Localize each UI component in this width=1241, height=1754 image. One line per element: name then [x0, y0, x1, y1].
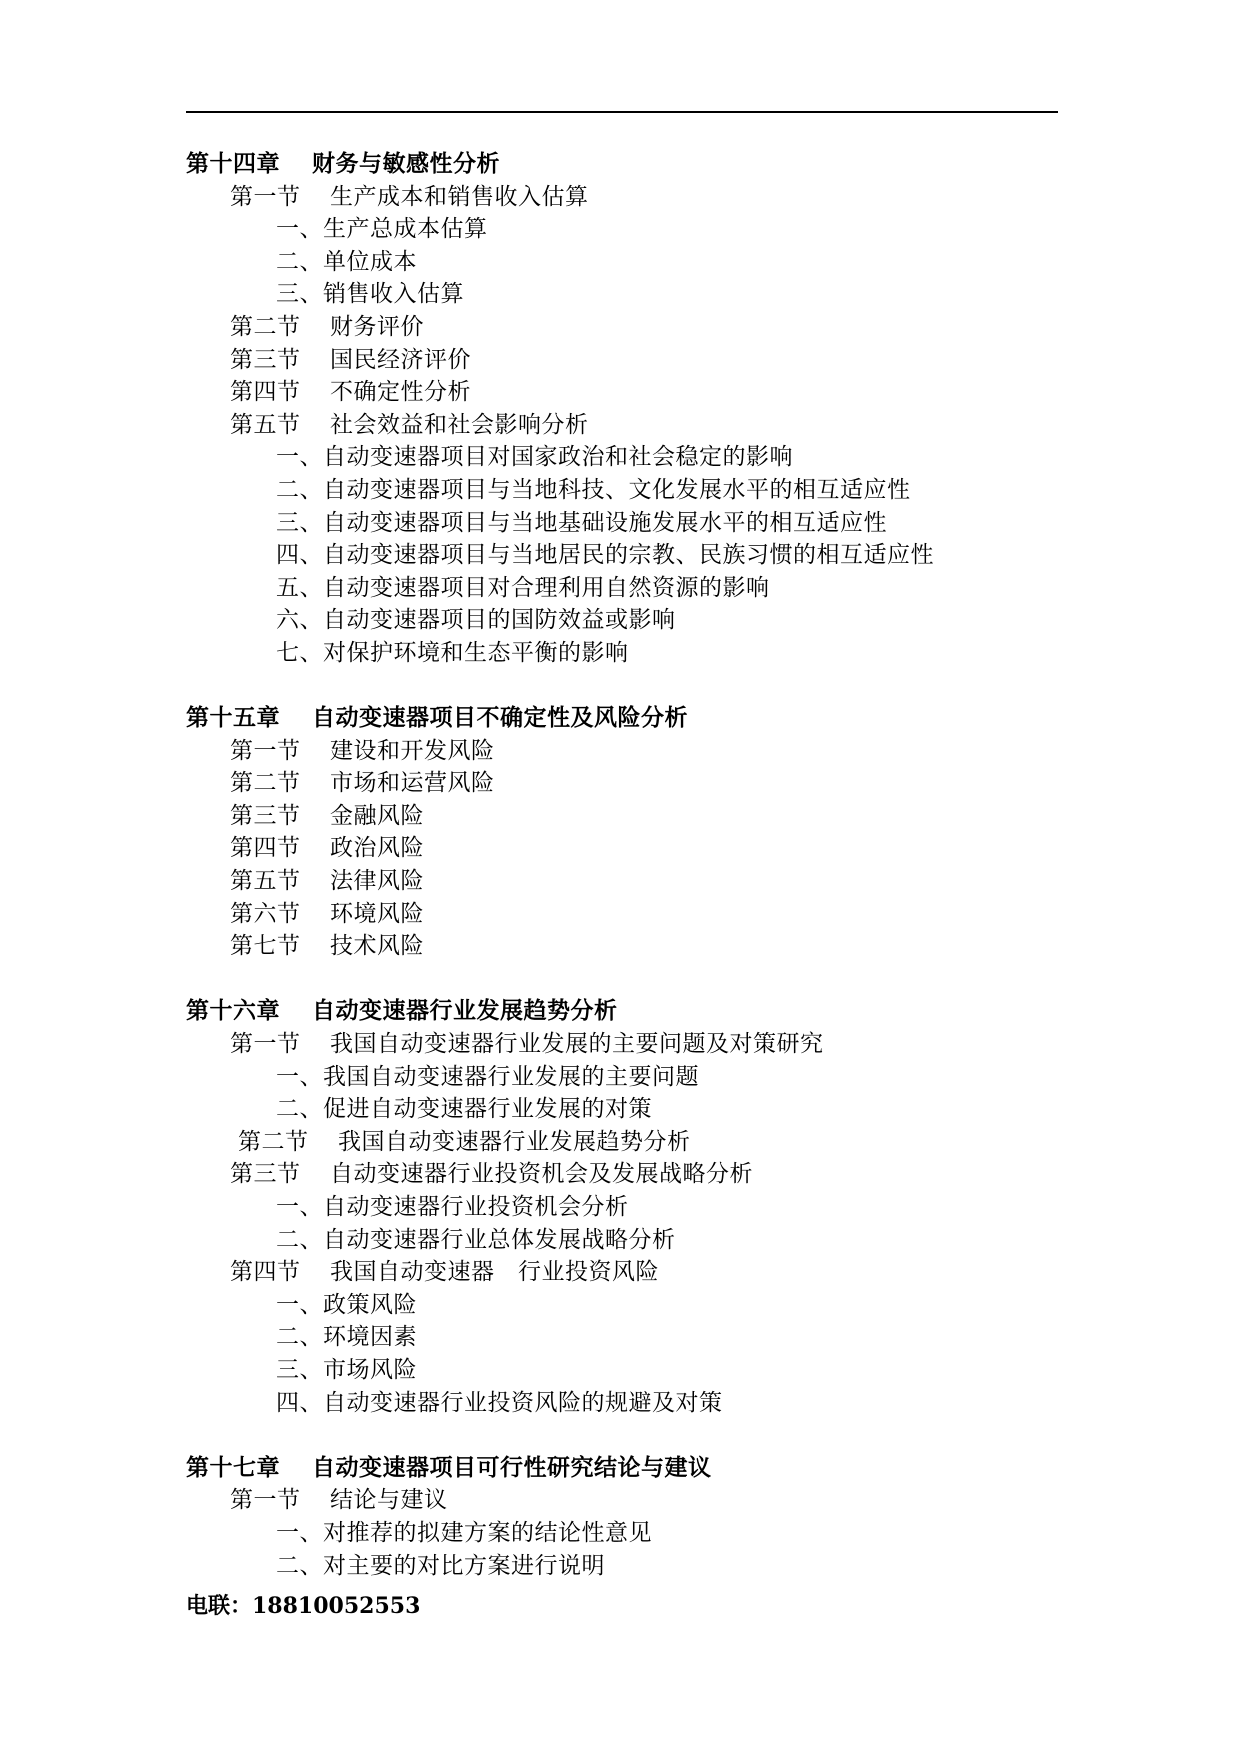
chapter-spacer — [186, 1419, 1066, 1452]
section-title: 市场和运营风险 — [330, 770, 495, 797]
subsection-entry: 一、我国自动变速器行业发展的主要问题 — [276, 1063, 699, 1090]
chapter-title: 自动变速器项目可行性研究结论与建议 — [312, 1454, 712, 1481]
section-number: 第一节 — [230, 1487, 301, 1514]
section-entry — [186, 930, 1066, 963]
section-entry — [186, 865, 1066, 898]
subsection-entry: 三、自动变速器项目与当地基础设施发展水平的相互适应性 — [276, 509, 887, 536]
section-entry — [186, 1028, 1066, 1061]
subsection-entry: 二、促进自动变速器行业发展的对策 — [276, 1096, 652, 1123]
subsection-entry: 四、自动变速器行业投资风险的规避及对策 — [276, 1389, 723, 1416]
section-number: 第四节 — [230, 379, 301, 406]
section-title: 金融风险 — [330, 802, 424, 829]
header-rule — [186, 111, 1058, 113]
chapter-number: 第十四章 — [186, 151, 280, 177]
subsection-entry: 三、市场风险 — [276, 1356, 417, 1383]
section-title: 技术风险 — [330, 933, 424, 960]
section-title: 自动变速器行业投资机会及发展战略分析 — [330, 1161, 753, 1188]
subsection-entry: 三、销售收入估算 — [276, 281, 464, 308]
section-entry — [186, 832, 1066, 865]
chapter-heading — [186, 148, 1066, 181]
subsection-entry: 六、自动变速器项目的国防效益或影响 — [276, 607, 676, 634]
section-title: 我国自动变速器 行业投资风险 — [330, 1259, 659, 1286]
section-entry — [186, 735, 1066, 768]
section-number: 第一节 — [230, 183, 301, 210]
chapter-title: 自动变速器行业发展趋势分析 — [312, 998, 618, 1025]
section-title: 结论与建议 — [330, 1487, 448, 1514]
chapter-heading — [186, 1452, 1066, 1485]
section-title: 建设和开发风险 — [330, 737, 495, 764]
section-number: 第四节 — [230, 1259, 301, 1286]
subsection-entry: 一、生产总成本估算 — [276, 216, 488, 243]
chapter-title: 自动变速器项目不确定性及风险分析 — [312, 705, 688, 732]
chapter-heading — [186, 702, 1066, 735]
section-number: 第二节 — [238, 1128, 309, 1155]
section-entry — [186, 409, 1066, 442]
section-title: 政治风险 — [330, 835, 424, 862]
subsection-entry: 七、对保护环境和生态平衡的影响 — [276, 639, 629, 666]
section-number: 第五节 — [230, 868, 301, 895]
section-number: 第四节 — [230, 835, 301, 862]
section-entry — [186, 376, 1066, 409]
section-entry — [186, 344, 1066, 377]
section-title: 国民经济评价 — [330, 346, 471, 373]
section-entry — [186, 767, 1066, 800]
section-title: 不确定性分析 — [330, 379, 471, 406]
chapter-heading — [186, 995, 1066, 1028]
subsection-entry: 一、自动变速器项目对国家政治和社会稳定的影响 — [276, 444, 793, 471]
chapter-number: 第十六章 — [186, 998, 280, 1025]
section-title: 我国自动变速器行业发展的主要问题及对策研究 — [330, 1031, 824, 1058]
section-entry — [186, 800, 1066, 833]
section-entry — [186, 1484, 1066, 1517]
toc — [186, 148, 1066, 1622]
section-entry — [186, 1158, 1066, 1191]
section-title: 社会效益和社会影响分析 — [330, 411, 589, 438]
section-number: 第一节 — [230, 737, 301, 764]
chapter-number: 第十七章 — [186, 1454, 280, 1481]
section-number: 第七节 — [230, 933, 301, 960]
subsection-entry: 四、自动变速器项目与当地居民的宗教、民族习惯的相互适应性 — [276, 542, 934, 569]
section-title: 财务评价 — [330, 313, 424, 340]
section-number: 第六节 — [230, 900, 301, 927]
section-entry — [186, 1126, 1066, 1159]
subsection-entry: 一、自动变速器行业投资机会分析 — [276, 1194, 629, 1220]
chapter-title: 财务与敏感性分析 — [312, 151, 500, 177]
section-number: 第二节 — [230, 770, 301, 797]
subsection-entry: 二、环境因素 — [276, 1324, 417, 1351]
subsection-entry: 一、政策风险 — [276, 1291, 417, 1318]
subsection-entry: 一、对推荐的拟建方案的结论性意见 — [276, 1519, 652, 1546]
subsection-entry: 二、自动变速器行业总体发展战略分析 — [276, 1226, 676, 1253]
section-number: 第二节 — [230, 313, 301, 340]
section-entry — [186, 181, 1066, 214]
section-entry — [186, 898, 1066, 931]
section-title: 法律风险 — [330, 868, 424, 895]
section-entry — [186, 311, 1066, 344]
section-title: 生产成本和销售收入估算 — [330, 183, 589, 210]
section-title: 环境风险 — [330, 900, 424, 927]
section-entry — [186, 1256, 1066, 1289]
subsection-entry: 五、自动变速器项目对合理利用自然资源的影响 — [276, 574, 770, 601]
section-number: 第五节 — [230, 411, 301, 438]
contact-phone: 电联：18810052553 — [186, 1593, 421, 1620]
chapter-spacer — [186, 963, 1066, 996]
subsection-entry: 二、自动变速器项目与当地科技、文化发展水平的相互适应性 — [276, 476, 911, 503]
section-number: 第三节 — [230, 1161, 301, 1188]
chapter-spacer — [186, 670, 1066, 703]
section-number: 第三节 — [230, 346, 301, 373]
section-title: 我国自动变速器行业发展趋势分析 — [338, 1128, 691, 1155]
chapter-number: 第十五章 — [186, 705, 280, 732]
subsection-entry: 二、对主要的对比方案进行说明 — [276, 1552, 605, 1579]
section-number: 第三节 — [230, 802, 301, 829]
subsection-entry: 二、单位成本 — [276, 248, 417, 275]
section-number: 第一节 — [230, 1031, 301, 1058]
